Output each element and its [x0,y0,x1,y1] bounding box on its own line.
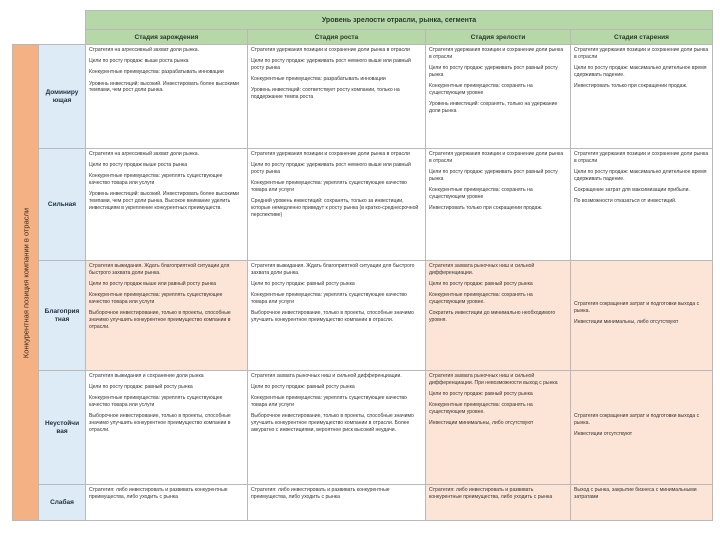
table-row-strong [13,149,713,261]
cell-unstable-aging [571,371,713,485]
cell-text: Конкурентные преимущества: сохранять на существующем уровне [429,186,533,200]
cell-text: Выборочное инвестирование, только в проекты, способные значимо улучшить конкурентное преимущество компании в отрасли. [251,310,414,323]
table-row-weak [13,485,713,521]
table-row-unstable [13,371,713,485]
cell-text: Инвестировать только при сокращении продаж. [574,82,688,89]
cell-text: Стратегия: либо инвестировать и развивать конкурентные преимущества, либо уходить с рынка [89,487,228,500]
cell-text: Цели по росту продаж: удерживать рост немного выше или равный росту рынка [251,58,411,71]
cell-text: Стратегия: либо инвестировать и развивать конкурентные преимущества, либо уходить с рынка [429,487,553,500]
cell-strong-growth [248,149,426,261]
side-axis-label [13,45,39,521]
cell-weak-aging [571,485,713,521]
header-row-stages [13,30,713,45]
cell-text: Уровень инвестиций: высокий. Инвестировать более высокими темпами, чем рост доли рынка. Высокое внимание уделить инвестициям в укрепление конкурентных преимуществ. [89,191,239,211]
table-row-dominant [13,45,713,149]
cell-text: Конкурентные преимущества: разрабатывать инновации [89,69,224,76]
cell-unstable-growth [248,371,426,485]
cell-text: Сократить инвестиции до минимально необходимого уровня. [429,310,556,323]
cell-text: Стратегия захвата рыночных ниш и сильной дифференциации. [429,263,535,276]
cell-text: Выборочное инвестирование, только в проекты, способные значимо улучшить конкурентное преимущество компании в отрасли. Более аккуратно с инвестициями, вероятнее риск высокий неудачи. [251,413,414,433]
cell-strong-aging [571,149,713,261]
cell-text: Цели по росту продаж выше или равный росту рынка [89,280,217,287]
corner-blank [13,11,86,45]
cell-strong-maturity [426,149,571,261]
cell-weak-growth [248,485,426,521]
cell-text: Конкурентные преимущества: укреплять существующее качество товара или услуги [89,173,223,187]
cell-text: Стратегия удержания позиции и сохранение доли рынка в отрасли [429,47,564,60]
cell-text: Стратегия сокращения затрат и подготовки выхода с рынка. [574,300,700,314]
cell-text: Цели по росту продаж: равный росту рынка [251,280,355,287]
cell-text: Цели по росту продаж: равный росту рынка [89,384,193,391]
cell-dominant-emergence [86,45,248,149]
cell-text: Инвестиции минимальны, либо отсутствуют [574,318,679,325]
cell-text: Выборочное инвестирование, только в проекты, способные значимо улучшить конкурентное преимущество компании в отрасли. [89,310,231,330]
row-label-dominant: Доминиру ющая [39,45,86,149]
cell-text: Стратегия сокращения затрат и подготовки выхода с рынка. [574,412,700,426]
cell-text: Стратегия удержания позиции и сохранение доли рынка в отрасли [251,47,410,53]
stage-header-emergence: Стадия зарождения [86,30,248,45]
cell-text: Конкурентные преимущества: укреплять существующее качество товара или услуги [251,180,407,193]
cell-text: Цели по росту продаж: удерживать рост немного выше или равный росту рынка [251,162,411,175]
cell-text: Цели по росту продаж: удерживать рост равный росту рынка [429,168,558,182]
cell-weak-maturity [426,485,571,521]
stage-header-maturity: Стадия зрелости [426,30,571,45]
cell-text: Цели по росту продаж: выше роста рынка [89,58,189,65]
cell-text: Стратегия удержания позиции и сохранение доли рынка в отрасли [251,151,410,157]
cell-text: Конкурентные преимущества: сохранять на существующем уровне [429,82,533,96]
cell-text: Конкурентные преимущества: сохранять на существующем уровне. [429,402,533,415]
cell-text: Конкурентные преимущества: укреплять существующее качество товара или услуги [89,395,223,409]
cell-text: Стратегия захвата рыночных ниш и сильной дифференциации. [251,373,402,379]
cell-text: Конкурентные преимущества: укреплять существующее качество товара или услуги [251,292,407,305]
cell-text: Стратегия выжидания. Ждать благоприятной ситуации для быстрого захвата доли рынка. [251,263,415,276]
cell-text: Цели по росту продаж: максимально длительное время сдерживать падение. [574,168,707,182]
cell-text: По возможности отказаться от инвестиций. [574,198,677,205]
cell-dominant-aging [571,45,713,149]
cell-text: Цели по росту продаж: максимально длительное время сдерживать падение. [574,64,707,78]
cell-text: Стратегия выжидания. Ждать благоприятной ситуации для быстрого захвата доли рынка. [89,263,230,276]
cell-text: Уровень инвестиций: соответствует росту компании, только на поддержание темпа роста [251,87,400,101]
cell-text: Цели по росту продаж выше роста рынка [89,162,188,169]
cell-text: Цели по росту продаж: равный росту рынка [251,384,355,391]
table-row-favorable [13,261,713,371]
cell-text: Цели по росту продаж: удерживать рост равный росту рынка [429,64,558,78]
row-label-weak: Слабая [39,485,86,521]
maturity-header: Уровень зрелости отрасли, рынка, сегмента [86,11,713,30]
cell-dominant-growth [248,45,426,149]
cell-favorable-emergence [86,261,248,371]
cell-favorable-growth [248,261,426,371]
cell-text: Стратегия захвата рыночных ниш и сильной дифференциации. При невозможности выход с рынка [429,373,558,386]
cell-favorable-aging [571,261,713,371]
cell-text: Стратегия: либо инвестировать и развивать конкурентные преимущества, либо уходить с рынка [251,487,390,500]
row-label-unstable: Неустойчи вая [39,371,86,485]
cell-strong-emergence [86,149,248,261]
cell-text: Цели по росту продаж: равный росту рынка [429,390,533,397]
cell-text: Стратегия выжидания и сохранение доли рынка [89,373,204,379]
strategy-matrix [12,10,713,521]
cell-text: Инвестировать только при сокращении продаж. [429,204,543,211]
header-row-top [13,11,713,30]
cell-text: Конкурентные преимущества: разрабатывать инновации [251,76,386,83]
cell-text: Выборочное инвестирование, только в проекты, способные значимо улучшить конкурентное преимущество компании в отрасли. [89,413,231,433]
cell-text: Уровень инвестиций: высокий. Инвестировать более высокими темпами, чем рост доли рынка. [89,80,239,94]
cell-unstable-maturity [426,371,571,485]
cell-text: Конкурентные преимущества: укреплять существующее качество товара или услуги [89,292,223,305]
cell-text: Средний уровень инвестиций: сохранять, только за инвестиции, которые немедленно приведут к росту рынка (в кратко-среднесрочной перспективе) [251,198,419,218]
cell-text: Стратегия на агрессивный захват доли рынка. [89,47,200,53]
cell-text: Стратегия удержания позиции и сохранение доли рынка в отрасли [574,47,709,60]
side-axis-text: Конкурентная позиция компании в отрасли [21,207,30,358]
row-label-strong: Сильная [39,149,86,261]
cell-text: Стратегия удержания позиции и сохранение доли рынка в отрасли [429,151,564,164]
cell-text: Стратегия на агрессивный захват доли рынка. [89,151,200,157]
cell-text: Конкурентные преимущества: укреплять существующее качество товара или услуги [251,395,407,409]
cell-text: Уровень инвестиций: сохранять, только на удержание доли рынка [429,100,558,114]
cell-text: Выход с рынка, закрытие бизнеса с минимальными затратами [574,487,697,500]
cell-text: Цели по росту продаж: равный росту рынка [429,280,533,287]
cell-text: Сокращение затрат для максимизации прибыли. [574,186,690,193]
stage-header-growth: Стадия роста [248,30,426,45]
cell-favorable-maturity [426,261,571,371]
cell-weak-emergence [86,485,248,521]
cell-text: Стратегия удержания позиции и сохранение доли рынка в отрасли [574,151,709,164]
cell-text: Конкурентные преимущества: сохранять на существующем уровне. [429,292,533,305]
cell-unstable-emergence [86,371,248,485]
row-label-favorable: Благоприя тная [39,261,86,371]
stage-header-aging: Стадия старения [571,30,713,45]
cell-text: Инвестиции минимальны, либо отсутствуют [429,420,534,427]
cell-dominant-maturity [426,45,571,149]
cell-text: Инвестиции отсутствуют [574,430,633,437]
